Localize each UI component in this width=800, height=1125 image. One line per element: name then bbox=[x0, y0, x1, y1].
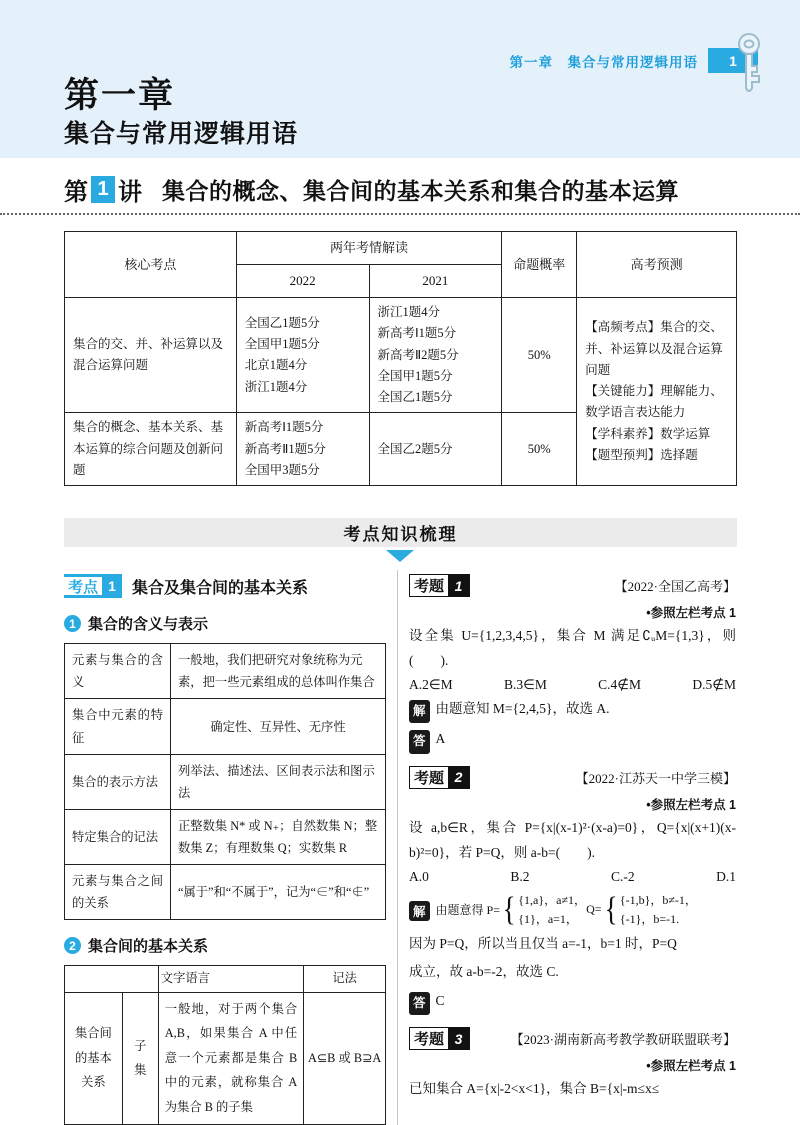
core-topic-cell: 集合的概念、基本关系、基本运算的综合问题及创新问题 bbox=[65, 413, 237, 486]
table-row bbox=[65, 644, 386, 699]
q-cases bbox=[620, 891, 697, 929]
answer-row bbox=[409, 990, 736, 1015]
page-number: 1 bbox=[729, 52, 737, 69]
problem-3 bbox=[409, 1027, 736, 1102]
circle-number-icon: 2 bbox=[64, 937, 81, 954]
header-2021: 2021 bbox=[369, 265, 502, 298]
forecast-line: 【题型预判】选择题 bbox=[585, 447, 698, 462]
table-row bbox=[65, 754, 386, 809]
table-row bbox=[65, 992, 386, 1124]
answer-text: C bbox=[435, 992, 445, 1008]
kaoti-number: 3 bbox=[448, 1028, 469, 1049]
def-value: 列举法、描述法、区间表示法和图示法 bbox=[171, 754, 386, 809]
option-a: A.2∈M bbox=[409, 677, 453, 693]
table-header-row bbox=[65, 966, 386, 992]
kaodian-number: 1 bbox=[102, 577, 122, 595]
kaodian-label: 考点 bbox=[68, 578, 99, 596]
def-key: 集合中元素的特征 bbox=[65, 699, 171, 754]
problem-reference: •参照左栏考点 1 bbox=[646, 606, 736, 621]
problem-reference: •参照左栏考点 1 bbox=[646, 1059, 736, 1074]
kaoti-badge bbox=[409, 574, 470, 597]
banner-triangle-icon bbox=[386, 550, 414, 562]
header-two-year: 两年考情解读 bbox=[236, 232, 502, 265]
problem-options bbox=[409, 869, 736, 885]
top-band bbox=[0, 0, 800, 158]
chapter-subtitle: 集合与常用逻辑用语 bbox=[64, 120, 299, 148]
problem-source: 【2023·湖南新高考教学教研联盟联考】 bbox=[510, 1032, 736, 1048]
kaodian-badge bbox=[64, 574, 122, 598]
header-text-language: 文字语言 bbox=[158, 966, 303, 992]
solve-badge: 解 bbox=[409, 700, 430, 723]
def-value: 一般地，我们把研究对象统称为元素，把一些元素组成的总体叫作集合 bbox=[171, 644, 386, 699]
solution-text: 由题意知 M={2,4,5}，故选 A. bbox=[435, 701, 610, 717]
problem-reference: •参照左栏考点 1 bbox=[646, 797, 736, 812]
lecture-prefix: 第 bbox=[64, 178, 88, 206]
lecture-title: 集合的概念、集合间的基本关系和集合的基本运算 bbox=[162, 177, 679, 204]
exam-line: 新高考Ⅱ2题5分 bbox=[377, 347, 459, 362]
exam-line: 全国乙1题5分 bbox=[244, 315, 320, 330]
right-column bbox=[409, 566, 736, 1124]
case-line: {-1}，b=-1. bbox=[619, 911, 680, 926]
def-value: “属于”和“不属于”，记为“∈”和“∉” bbox=[171, 865, 386, 920]
kaoti-number: 1 bbox=[448, 575, 469, 596]
kaoti-number: 2 bbox=[448, 767, 469, 788]
set-relation-table bbox=[64, 965, 386, 1124]
exam-line: 全国甲3题5分 bbox=[244, 462, 320, 477]
solution-row bbox=[409, 698, 736, 723]
def-key: 元素与集合的含义 bbox=[65, 644, 171, 699]
table-row bbox=[65, 865, 386, 920]
empty-header-cell bbox=[65, 966, 159, 992]
left-brace: { bbox=[502, 890, 516, 928]
exam-line: 全国乙1题5分 bbox=[377, 390, 453, 405]
running-head bbox=[510, 48, 759, 73]
problem-source: 【2022·全国乙高考】 bbox=[614, 579, 736, 595]
exam-line: 浙江1题4分 bbox=[244, 379, 308, 394]
problem-options bbox=[409, 677, 736, 693]
problem-stem: 设全集 U={1,2,3,4,5}，集合 M 满足∁ᵤM={1,3}，则( ). bbox=[409, 628, 736, 669]
exam-info-table bbox=[64, 231, 737, 486]
forecast-cell bbox=[577, 298, 737, 486]
header-2022: 2022 bbox=[236, 265, 369, 298]
header-probability: 命题概率 bbox=[502, 232, 577, 298]
kaoti-label: 考题 bbox=[414, 578, 445, 596]
year-2021-cell bbox=[369, 413, 502, 486]
problem-3-header bbox=[409, 1027, 736, 1050]
exam-line: 全国乙2题5分 bbox=[377, 441, 453, 456]
subsection-2-title: 集合间的基本关系 bbox=[88, 938, 209, 956]
header-notation: 记法 bbox=[304, 966, 386, 992]
exam-line: 新高考Ⅱ1题5分 bbox=[244, 441, 326, 456]
exam-line: 新高考Ⅰ1题5分 bbox=[377, 326, 457, 341]
key-icon bbox=[726, 32, 772, 96]
problem-1 bbox=[409, 574, 736, 753]
year-2022-cell bbox=[236, 298, 369, 413]
relation-notation-cell: A⊆B 或 B⊇A bbox=[304, 992, 386, 1124]
table-row bbox=[65, 699, 386, 754]
def-key: 集合的表示方法 bbox=[65, 754, 171, 809]
probability-cell: 50% bbox=[502, 298, 577, 413]
left-column bbox=[64, 566, 386, 1124]
exam-line: 全国甲1题5分 bbox=[377, 368, 453, 383]
kaodian-title: 集合及集合间的基本关系 bbox=[132, 579, 309, 597]
table-row bbox=[65, 809, 386, 864]
exam-line: 北京1题4分 bbox=[244, 358, 308, 373]
probability-cell: 50% bbox=[502, 413, 577, 486]
lecture-number-badge: 1 bbox=[91, 176, 115, 203]
answer-badge: 答 bbox=[409, 992, 430, 1015]
relation-group-cell: 集合间的基本关系 bbox=[65, 992, 123, 1124]
answer-row bbox=[409, 728, 736, 753]
problem-2-header bbox=[409, 766, 736, 789]
def-key: 特定集合的记法 bbox=[65, 809, 171, 864]
year-2021-cell bbox=[369, 298, 502, 413]
chapter-title: 第一章 bbox=[64, 76, 176, 115]
kaoti-badge bbox=[409, 766, 470, 789]
relation-text-cell: 一般地，对于两个集合 A,B，如果集合 A 中任意一个元素都是集合 B 中的元素，就称集合 A 为集合 B 的子集 bbox=[158, 992, 303, 1124]
kaodian-heading bbox=[64, 574, 386, 598]
exam-line: 全国甲1题5分 bbox=[244, 337, 320, 352]
solution-intro: 由题意得 P= bbox=[435, 903, 500, 918]
forecast-line: 【高频考点】集合的交、并、补运算以及混合运算问题 bbox=[585, 320, 723, 377]
solution-continued: 因为 P=Q，所以当且仅当 a=-1，b=1 时，P=Q bbox=[409, 935, 677, 951]
column-divider bbox=[397, 570, 398, 1124]
subsection-1-title: 集合的含义与表示 bbox=[88, 616, 209, 634]
set-definition-table bbox=[64, 643, 386, 920]
forecast-line: 【关键能力】理解能力、数学语言表达能力 bbox=[585, 384, 723, 420]
def-value: 正整数集 N* 或 N₊；自然数集 N；整数集 Z；有理数集 Q；实数集 R bbox=[171, 809, 386, 864]
problem-1-header bbox=[409, 574, 736, 597]
option-b: B.2 bbox=[510, 868, 530, 884]
problem-stem: 设 a,b∈R，集合 P={x|(x-1)²·(x-a)=0}，Q={x|(x+1)(x-b)²=0}，若 P=Q，则 a-b=( ). bbox=[409, 819, 736, 860]
p-cases bbox=[518, 891, 586, 929]
case-line: {1,a}，a≠1， bbox=[518, 892, 587, 907]
def-value: 确定性、互异性、无序性 bbox=[171, 699, 386, 754]
answer-text: A bbox=[435, 731, 446, 747]
exam-line: 浙江1题4分 bbox=[377, 305, 441, 320]
answer-badge: 答 bbox=[409, 730, 430, 753]
core-topic-cell: 集合的交、并、补运算以及混合运算问题 bbox=[65, 298, 237, 413]
kaoti-badge bbox=[409, 1027, 470, 1050]
content-columns bbox=[64, 566, 736, 1124]
solution-continued: 成立，故 a-b=-2，故选 C. bbox=[409, 963, 559, 979]
def-key: 元素与集合之间的关系 bbox=[65, 865, 171, 920]
option-d: D.5∉M bbox=[692, 677, 736, 693]
option-b: B.3∈M bbox=[503, 677, 547, 693]
circle-number-icon: 1 bbox=[64, 615, 81, 632]
option-c: C.-2 bbox=[610, 868, 635, 884]
option-a: A.0 bbox=[409, 868, 429, 884]
kaoti-label: 考题 bbox=[414, 1031, 445, 1049]
relation-type-cell: 子集 bbox=[122, 992, 158, 1124]
case-line: {-1,b}，b≠-1， bbox=[619, 892, 697, 907]
left-brace: { bbox=[604, 890, 618, 928]
solve-badge: 解 bbox=[409, 901, 430, 921]
table-header-row bbox=[65, 232, 737, 265]
kaoti-label: 考题 bbox=[414, 769, 445, 787]
forecast-line: 【学科素养】数学运算 bbox=[585, 426, 711, 441]
running-head-chapter: 第一章 集合与常用逻辑用语 bbox=[509, 54, 698, 70]
problem-source: 【2022·江苏天一中学三模】 bbox=[575, 770, 736, 786]
solution-cases-row bbox=[409, 891, 736, 929]
header-forecast: 高考预测 bbox=[577, 232, 737, 298]
lecture-suffix: 讲 bbox=[118, 178, 142, 206]
problem-2 bbox=[409, 766, 736, 1016]
q-equation: Q= bbox=[586, 902, 602, 917]
case-line: {1}，a=1， bbox=[518, 911, 578, 926]
year-2022-cell bbox=[236, 413, 369, 486]
header-core: 核心考点 bbox=[65, 232, 237, 298]
subsection-1-heading bbox=[64, 613, 386, 634]
problem-stem: 已知集合 A={x|-2<x<1}，集合 B={x|-m≤x≤ bbox=[409, 1081, 660, 1097]
option-d: D.1 bbox=[716, 868, 736, 884]
dotted-divider bbox=[0, 213, 800, 215]
option-c: C.4∉M bbox=[598, 677, 642, 693]
lecture-heading bbox=[64, 172, 800, 206]
exam-line: 新高考Ⅰ1题5分 bbox=[244, 420, 324, 435]
table-row bbox=[65, 298, 737, 413]
subsection-2-heading bbox=[64, 935, 386, 956]
section-banner: 考点知识梳理 bbox=[64, 518, 737, 547]
